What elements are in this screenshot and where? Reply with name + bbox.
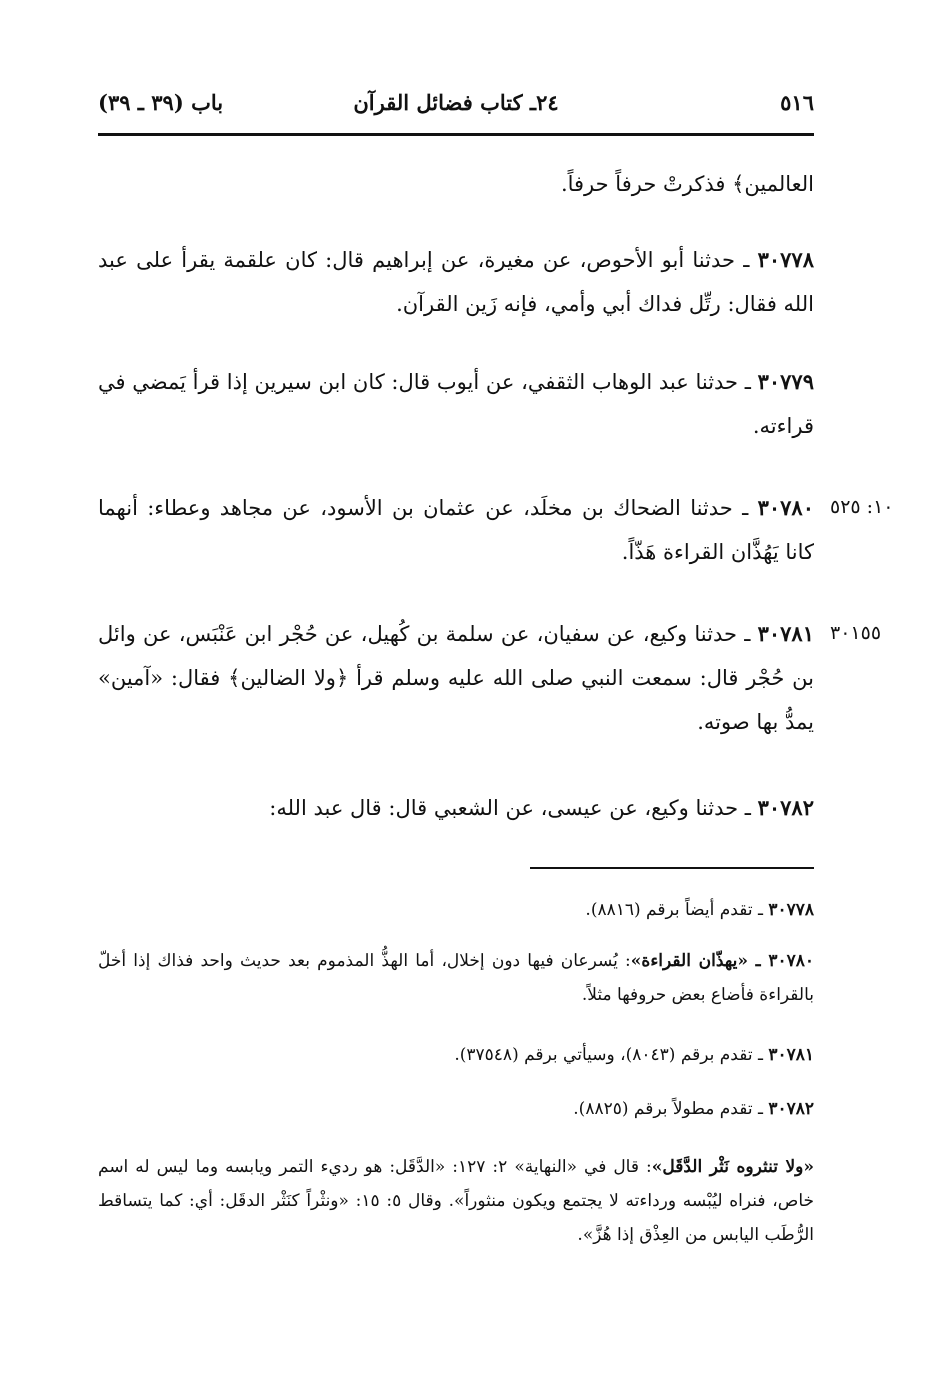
hadith-text: ـ حدثنا الضحاك بن مخلَد، عن عثمان بن الأسود، عن مجاهد وعطاء: أنهما كانا يَهُذَّان القراءة هَذّاً. bbox=[98, 496, 814, 564]
page-number: ٥١٦ bbox=[780, 90, 814, 115]
hadith-number: ٣٠٧٨٢ bbox=[757, 795, 814, 820]
footnote-30778 bbox=[98, 893, 814, 927]
footnote-30780 bbox=[98, 944, 814, 1012]
footnote-text: : يُسرعان فيها دون إخلال، أما الهذُّ المذموم بعد حديث واحد فذاك إذا أخلّ بالقراءة فأضاع بعض حروفها مثلاً. bbox=[98, 951, 814, 1005]
footnote-text: ـ تقدم برقم (٨٠٤٣)، وسيأتي برقم (٣٧٥٤٨). bbox=[454, 1045, 769, 1065]
margin-reference: ١٠: ٥٢٥ bbox=[830, 496, 894, 518]
footnote-rule bbox=[530, 867, 814, 869]
continuation-text: العالمين﴾ فذكرتْ حرفاً حرفاً. bbox=[560, 172, 814, 196]
hadith-30782 bbox=[98, 786, 814, 830]
hadith-number: ٣٠٧٧٩ bbox=[757, 369, 814, 394]
book-title: ٢٤ـ كتاب فضائل القرآن bbox=[353, 90, 559, 115]
hadith-30780 bbox=[98, 486, 814, 574]
margin-reference: ٣٠١٥٥ bbox=[830, 622, 882, 644]
footnote-number: ٣٠٧٨١ bbox=[768, 1045, 814, 1065]
footnote-number: ٣٠٧٨٠ bbox=[768, 951, 814, 971]
footnote-number: ٣٠٧٨٢ bbox=[768, 1099, 814, 1119]
footnote-text: ـ تقدم أيضاً برقم (٨٨١٦). bbox=[585, 900, 769, 920]
hadith-number: ٣٠٧٨١ bbox=[757, 621, 814, 646]
running-header bbox=[98, 82, 814, 126]
hadith-30781 bbox=[98, 612, 814, 744]
header-rule bbox=[98, 133, 814, 136]
footnote-30782 bbox=[98, 1092, 814, 1126]
hadith-number: ٣٠٧٨٠ bbox=[757, 495, 814, 520]
hadith-text: ـ حدثنا وكيع، عن سفيان، عن سلمة بن كُهيل، عن حُجْر ابن عَنْبَس، عن وائل بن حُجْر قال: سمعت النبي صلى الله عليه وسلم قرأ ﴿ولا الضالين﴾ فقال: «آمين» يمدُّ بها صوته. bbox=[98, 622, 814, 734]
hadith-number: ٣٠٧٧٨ bbox=[757, 247, 814, 272]
footnote-keyword: ـ «يهذّان القراءة» bbox=[630, 951, 769, 971]
hadith-30778 bbox=[98, 238, 814, 326]
footnote-text: : قال في «النهاية» ٢: ١٢٧: «الدَّقَل: هو رديء التمر ويابسه وما ليس له اسم خاص، فنراه ليُبْسه ورداءته لا يجتمع ويكون منثوراً». وقال ٥: ١٥: «ونثْراً كنَثْر الدقَل: أي: كما يتساقط الرُّطَب اليابس من العِذْق إذا هُزَّ». bbox=[98, 1157, 815, 1245]
footnote-text: ـ تقدم مطولاً برقم (٨٨٢٥). bbox=[573, 1099, 769, 1119]
hadith-text: ـ حدثنا عبد الوهاب الثقفي، عن أيوب قال: كان ابن سيرين إذا قرأ يَمضي في قراءته. bbox=[98, 370, 814, 438]
hadith-30779 bbox=[98, 360, 814, 448]
hadith-text: ـ حدثنا أبو الأحوص، عن مغيرة، عن إبراهيم قال: كان علقمة يقرأ على عبد الله فقال: رتِّل فداك أبي وأمي، فإنه زَين القرآن. bbox=[98, 248, 814, 316]
footnote-30781 bbox=[98, 1038, 814, 1072]
chapter-label: باب (٣٩ ـ ٣٩) bbox=[98, 90, 224, 115]
footnote-keyword: «ولا تنثروه نَثْر الدَّقَل» bbox=[651, 1157, 815, 1177]
hadith-text: ـ حدثنا وكيع، عن عيسى، عن الشعبي قال: قال عبد الله: bbox=[269, 796, 758, 820]
footnote-daql bbox=[98, 1150, 814, 1252]
footnote-number: ٣٠٧٧٨ bbox=[768, 900, 814, 920]
